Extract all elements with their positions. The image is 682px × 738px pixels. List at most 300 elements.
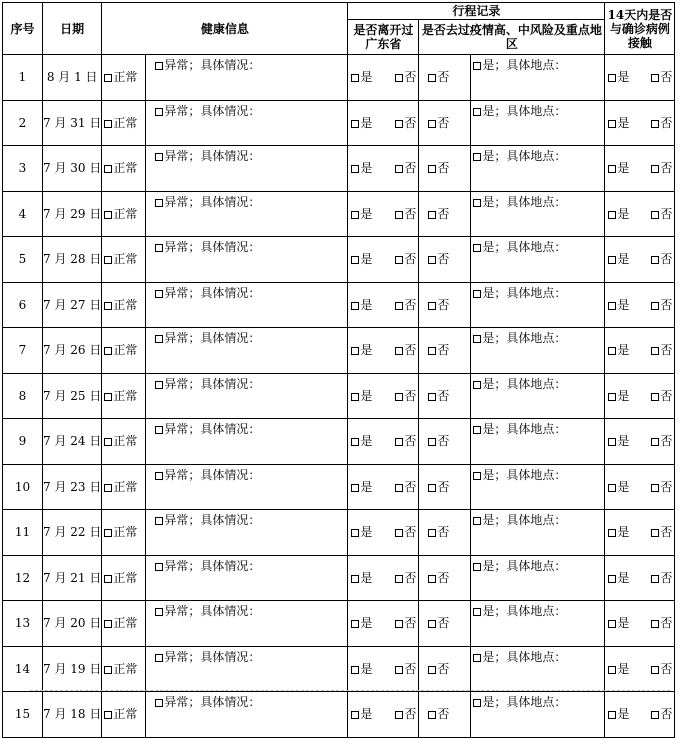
risk-area-yes[interactable]	[471, 646, 605, 692]
risk-area-yes[interactable]	[471, 237, 605, 283]
checkbox-icon[interactable]	[608, 620, 616, 628]
checkbox-icon[interactable]	[608, 211, 616, 219]
row-number: 9	[3, 419, 43, 465]
checkbox-icon[interactable]	[395, 302, 403, 310]
normal-option[interactable]	[102, 373, 146, 419]
contact-no[interactable]	[651, 707, 672, 721]
checkbox-icon[interactable]	[651, 620, 659, 628]
checkbox-icon[interactable]	[351, 575, 359, 583]
checkbox-icon[interactable]	[351, 165, 359, 173]
left-gd-yes[interactable]	[351, 434, 372, 448]
checkbox-icon[interactable]	[428, 302, 436, 310]
left-gd-yes[interactable]	[351, 571, 372, 585]
risk-area-no[interactable]	[419, 555, 471, 601]
yes-label: 是	[617, 297, 630, 312]
checkbox-icon[interactable]	[104, 711, 112, 719]
checkbox-icon[interactable]	[395, 74, 403, 82]
risk-area-no[interactable]	[419, 282, 471, 328]
checkbox-icon[interactable]	[395, 484, 403, 492]
contact-yes[interactable]	[608, 707, 629, 721]
checkbox-icon[interactable]	[104, 347, 112, 355]
left-gd-yes[interactable]	[351, 252, 372, 266]
checkbox-icon[interactable]	[104, 165, 112, 173]
abnormal-option[interactable]	[146, 100, 348, 146]
left-gd-no[interactable]	[395, 161, 416, 175]
risk-area-yes[interactable]	[471, 191, 605, 237]
checkbox-icon[interactable]	[428, 74, 436, 82]
risk-area-yes[interactable]	[471, 692, 605, 738]
checkbox-icon[interactable]	[608, 666, 616, 674]
yes-place-label: 是；具体地点：	[482, 695, 567, 709]
risk-area-no[interactable]	[419, 692, 471, 738]
risk-area-no[interactable]	[419, 146, 471, 192]
contact-yes[interactable]	[608, 434, 629, 448]
left-gd-yes[interactable]	[351, 616, 372, 630]
checkbox-icon[interactable]	[395, 120, 403, 128]
normal-label: 正常	[113, 707, 138, 722]
no-label: 否	[660, 570, 673, 585]
normal-label: 正常	[113, 570, 138, 585]
row-date: 7 月 19 日	[43, 646, 102, 692]
contact-no[interactable]	[651, 252, 672, 266]
abnormal-option[interactable]	[146, 692, 348, 738]
risk-area-yes[interactable]	[471, 55, 605, 101]
yes-label: 是	[617, 343, 630, 358]
yes-label: 是	[617, 252, 630, 267]
checkbox-icon[interactable]	[351, 256, 359, 264]
checkbox-icon[interactable]	[473, 335, 481, 343]
yes-place-label: 是；具体地点：	[482, 103, 567, 118]
normal-option[interactable]	[102, 419, 146, 465]
checkbox-icon[interactable]	[473, 608, 481, 616]
checkbox-icon[interactable]	[428, 529, 436, 537]
yes-label: 是	[617, 616, 630, 631]
yes-label: 是	[617, 525, 630, 540]
header-seq: 序号	[3, 3, 43, 55]
row-number: 13	[3, 601, 43, 647]
risk-area-yes[interactable]	[471, 464, 605, 510]
checkbox-icon[interactable]	[473, 199, 481, 207]
abnormal-label: 异常；具体情况：	[164, 467, 261, 482]
checkbox-icon[interactable]	[155, 654, 163, 662]
row-date: 7 月 31 日	[43, 100, 102, 146]
contact-yes[interactable]	[608, 161, 629, 175]
checkbox-icon[interactable]	[351, 120, 359, 128]
checkbox-icon[interactable]	[651, 529, 659, 537]
checkbox-icon[interactable]	[473, 472, 481, 480]
checkbox-icon[interactable]	[651, 74, 659, 82]
contact-yes[interactable]	[608, 616, 629, 630]
abnormal-option[interactable]	[146, 419, 348, 465]
checkbox-icon[interactable]	[608, 256, 616, 264]
checkbox-icon[interactable]	[351, 484, 359, 492]
normal-option[interactable]	[102, 282, 146, 328]
left-gd-yes[interactable]	[351, 161, 372, 175]
normal-label: 正常	[113, 525, 138, 540]
abnormal-option[interactable]	[146, 646, 348, 692]
left-gd-no[interactable]	[395, 662, 416, 676]
normal-label: 正常	[113, 70, 138, 85]
contact-no[interactable]	[651, 434, 672, 448]
left-gd-no[interactable]	[395, 343, 416, 357]
checkbox-icon[interactable]	[104, 302, 112, 310]
risk-area-no[interactable]	[419, 191, 471, 237]
checkbox-icon[interactable]	[155, 563, 163, 571]
normal-option[interactable]	[102, 55, 146, 101]
left-gd-yes[interactable]	[351, 389, 372, 403]
checkbox-icon[interactable]	[651, 165, 659, 173]
checkbox-icon[interactable]	[651, 120, 659, 128]
left-gd-no[interactable]	[395, 571, 416, 585]
checkbox-icon[interactable]	[104, 120, 112, 128]
contact-yes[interactable]	[608, 70, 629, 84]
left-gd-yes[interactable]	[351, 525, 372, 539]
contact-yes[interactable]	[608, 662, 629, 676]
checkbox-icon[interactable]	[608, 393, 616, 401]
checkbox-icon[interactable]	[104, 575, 112, 583]
normal-option[interactable]	[102, 237, 146, 283]
table-row	[3, 464, 675, 510]
left-gd-no[interactable]	[395, 525, 416, 539]
left-gd-yes[interactable]	[351, 207, 372, 221]
checkbox-icon[interactable]	[155, 199, 163, 207]
yes-label: 是	[617, 115, 630, 130]
checkbox-icon[interactable]	[428, 256, 436, 264]
checkbox-icon[interactable]	[395, 211, 403, 219]
abnormal-option[interactable]	[146, 510, 348, 556]
checkbox-icon[interactable]	[473, 699, 481, 707]
checkbox-icon[interactable]	[395, 620, 403, 628]
risk-area-no[interactable]	[419, 237, 471, 283]
left-gd-no[interactable]	[395, 707, 416, 721]
risk-area-yes[interactable]	[471, 555, 605, 601]
normal-option[interactable]	[102, 100, 146, 146]
normal-option[interactable]	[102, 692, 146, 738]
checkbox-icon[interactable]	[428, 666, 436, 674]
checkbox-icon[interactable]	[351, 211, 359, 219]
left-gd-no[interactable]	[395, 70, 416, 84]
abnormal-option[interactable]	[146, 601, 348, 647]
checkbox-icon[interactable]	[428, 120, 436, 128]
checkbox-icon[interactable]	[104, 256, 112, 264]
checkbox-icon[interactable]	[155, 699, 163, 707]
normal-option[interactable]	[102, 646, 146, 692]
left-gd-yes[interactable]	[351, 707, 372, 721]
no-label: 否	[437, 388, 450, 403]
left-gd-no[interactable]	[395, 434, 416, 448]
abnormal-label: 异常；具体情况：	[164, 558, 261, 573]
checkbox-icon[interactable]	[351, 620, 359, 628]
checkbox-icon[interactable]	[104, 666, 112, 674]
normal-option[interactable]	[102, 191, 146, 237]
checkbox-icon[interactable]	[351, 438, 359, 446]
checkbox-icon[interactable]	[651, 666, 659, 674]
checkbox-icon[interactable]	[473, 62, 481, 70]
checkbox-icon[interactable]	[428, 484, 436, 492]
checkbox-icon[interactable]	[608, 74, 616, 82]
contact-yes[interactable]	[608, 480, 629, 494]
abnormal-label: 异常；具体情况：	[164, 103, 261, 118]
contact-no[interactable]	[651, 70, 672, 84]
abnormal-option[interactable]	[146, 555, 348, 601]
checkbox-icon[interactable]	[395, 711, 403, 719]
checkbox-icon[interactable]	[651, 438, 659, 446]
left-gd-no[interactable]	[395, 252, 416, 266]
checkbox-icon[interactable]	[608, 484, 616, 492]
risk-area-yes[interactable]	[471, 146, 605, 192]
checkbox-icon[interactable]	[473, 244, 481, 252]
checkbox-icon[interactable]	[651, 711, 659, 719]
table-row	[3, 282, 675, 328]
checkbox-icon[interactable]	[155, 290, 163, 298]
checkbox-icon[interactable]	[104, 529, 112, 537]
contact-yes[interactable]	[608, 252, 629, 266]
checkbox-icon[interactable]	[473, 563, 481, 571]
checkbox-icon[interactable]	[395, 393, 403, 401]
row-date: 7 月 24 日	[43, 419, 102, 465]
checkbox-icon[interactable]	[651, 256, 659, 264]
risk-area-no[interactable]	[419, 510, 471, 556]
no-label: 否	[660, 161, 673, 176]
abnormal-option[interactable]	[146, 282, 348, 328]
row-number: 1	[3, 55, 43, 101]
health-travel-log-table	[2, 2, 675, 738]
abnormal-option[interactable]	[146, 146, 348, 192]
no-label: 否	[437, 434, 450, 449]
yes-place-label: 是；具体地点：	[482, 558, 567, 573]
risk-area-yes[interactable]	[471, 419, 605, 465]
row-date: 7 月 28 日	[43, 237, 102, 283]
contact-yes[interactable]	[608, 525, 629, 539]
contact-yes[interactable]	[608, 571, 629, 585]
checkbox-icon[interactable]	[395, 256, 403, 264]
yes-place-label: 是；具体地点：	[482, 467, 567, 482]
yes-place-label: 是；具体地点：	[482, 58, 567, 72]
risk-area-no[interactable]	[419, 646, 471, 692]
checkbox-icon[interactable]	[351, 393, 359, 401]
risk-area-no[interactable]	[419, 419, 471, 465]
no-label: 否	[404, 616, 417, 631]
risk-area-no[interactable]	[419, 328, 471, 374]
left-gd-no[interactable]	[395, 389, 416, 403]
checkbox-icon[interactable]	[155, 517, 163, 525]
contact-yes[interactable]	[608, 207, 629, 221]
checkbox-icon[interactable]	[395, 666, 403, 674]
abnormal-label: 异常；具体情况：	[164, 695, 261, 709]
checkbox-icon[interactable]	[608, 711, 616, 719]
checkbox-icon[interactable]	[155, 335, 163, 343]
normal-label: 正常	[113, 616, 138, 631]
risk-area-no[interactable]	[419, 373, 471, 419]
checkbox-icon[interactable]	[104, 620, 112, 628]
checkbox-icon[interactable]	[351, 529, 359, 537]
checkbox-icon[interactable]	[104, 393, 112, 401]
row-date: 7 月 30 日	[43, 146, 102, 192]
risk-area-yes[interactable]	[471, 601, 605, 647]
left-gd-yes[interactable]	[351, 343, 372, 357]
contact-no[interactable]	[651, 343, 672, 357]
risk-area-yes[interactable]	[471, 373, 605, 419]
checkbox-icon[interactable]	[155, 426, 163, 434]
checkbox-icon[interactable]	[473, 153, 481, 161]
checkbox-icon[interactable]	[608, 575, 616, 583]
risk-area-yes[interactable]	[471, 510, 605, 556]
table-row	[3, 237, 675, 283]
checkbox-icon[interactable]	[651, 302, 659, 310]
normal-option[interactable]	[102, 555, 146, 601]
checkbox-icon[interactable]	[395, 575, 403, 583]
left-gd-no[interactable]	[395, 480, 416, 494]
yes-label: 是	[360, 297, 373, 312]
checkbox-icon[interactable]	[351, 74, 359, 82]
risk-area-no[interactable]	[419, 601, 471, 647]
yes-place-label: 是；具体地点：	[482, 149, 567, 163]
checkbox-icon[interactable]	[155, 608, 163, 616]
left-gd-yes[interactable]	[351, 662, 372, 676]
checkbox-icon[interactable]	[651, 575, 659, 583]
no-label: 否	[404, 343, 417, 358]
checkbox-icon[interactable]	[608, 120, 616, 128]
checkbox-icon[interactable]	[351, 711, 359, 719]
left-gd-yes[interactable]	[351, 70, 372, 84]
yes-label: 是	[617, 70, 630, 85]
yes-place-label: 是；具体地点：	[482, 649, 567, 664]
abnormal-label: 异常；具体情况：	[164, 513, 261, 527]
yes-label: 是	[617, 570, 630, 585]
checkbox-icon[interactable]	[428, 165, 436, 173]
abnormal-option[interactable]	[146, 237, 348, 283]
checkbox-icon[interactable]	[428, 211, 436, 219]
left-gd-no[interactable]	[395, 116, 416, 130]
checkbox-icon[interactable]	[608, 165, 616, 173]
risk-area-no[interactable]	[419, 55, 471, 101]
yes-label: 是	[360, 661, 373, 676]
checkbox-icon[interactable]	[155, 472, 163, 480]
yes-label: 是	[360, 70, 373, 85]
contact-yes[interactable]	[608, 116, 629, 130]
checkbox-icon[interactable]	[473, 290, 481, 298]
row-number: 2	[3, 100, 43, 146]
checkbox-icon[interactable]	[608, 302, 616, 310]
normal-option[interactable]	[102, 510, 146, 556]
abnormal-option[interactable]	[146, 328, 348, 374]
contact-no[interactable]	[651, 662, 672, 676]
checkbox-icon[interactable]	[155, 244, 163, 252]
checkbox-icon[interactable]	[428, 393, 436, 401]
left-gd-yes[interactable]	[351, 298, 372, 312]
checkbox-icon[interactable]	[428, 620, 436, 628]
checkbox-icon[interactable]	[104, 74, 112, 82]
contact-yes[interactable]	[608, 298, 629, 312]
checkbox-icon[interactable]	[651, 484, 659, 492]
checkbox-icon[interactable]	[473, 654, 481, 662]
risk-area-yes[interactable]	[471, 100, 605, 146]
checkbox-icon[interactable]	[428, 438, 436, 446]
checkbox-icon[interactable]	[473, 381, 481, 389]
no-label: 否	[404, 252, 417, 267]
checkbox-icon[interactable]	[351, 347, 359, 355]
abnormal-label: 异常；具体情况：	[164, 649, 261, 664]
yes-label: 是	[360, 525, 373, 540]
risk-area-no[interactable]	[419, 100, 471, 146]
checkbox-icon[interactable]	[351, 666, 359, 674]
abnormal-option[interactable]	[146, 464, 348, 510]
checkbox-icon[interactable]	[651, 211, 659, 219]
checkbox-icon[interactable]	[395, 165, 403, 173]
table-row	[3, 555, 675, 601]
checkbox-icon[interactable]	[395, 529, 403, 537]
left-gd-no[interactable]	[395, 298, 416, 312]
checkbox-icon[interactable]	[104, 484, 112, 492]
checkbox-icon[interactable]	[473, 517, 481, 525]
contact-no[interactable]	[651, 207, 672, 221]
abnormal-option[interactable]	[146, 191, 348, 237]
risk-area-yes[interactable]	[471, 282, 605, 328]
no-label: 否	[404, 206, 417, 221]
contact-no[interactable]	[651, 480, 672, 494]
normal-option[interactable]	[102, 146, 146, 192]
checkbox-icon[interactable]	[104, 211, 112, 219]
contact-no[interactable]	[651, 116, 672, 130]
checkbox-icon[interactable]	[155, 62, 163, 70]
left-gd-no[interactable]	[395, 207, 416, 221]
contact-no[interactable]	[651, 161, 672, 175]
checkbox-icon[interactable]	[395, 347, 403, 355]
contact-no[interactable]	[651, 298, 672, 312]
yes-place-label: 是；具体地点：	[482, 285, 567, 300]
checkbox-icon[interactable]	[104, 438, 112, 446]
row-date: 7 月 22 日	[43, 510, 102, 556]
yes-place-label: 是；具体地点：	[482, 513, 567, 527]
checkbox-icon[interactable]	[155, 108, 163, 116]
left-gd-yes[interactable]	[351, 480, 372, 494]
checkbox-icon[interactable]	[155, 381, 163, 389]
checkbox-icon[interactable]	[608, 529, 616, 537]
checkbox-icon[interactable]	[473, 426, 481, 434]
contact-no[interactable]	[651, 525, 672, 539]
normal-label: 正常	[113, 388, 138, 403]
checkbox-icon[interactable]	[428, 575, 436, 583]
risk-area-no[interactable]	[419, 464, 471, 510]
abnormal-option[interactable]	[146, 373, 348, 419]
checkbox-icon[interactable]	[608, 438, 616, 446]
contact-yes[interactable]	[608, 389, 629, 403]
contact-no[interactable]	[651, 389, 672, 403]
contact-yes[interactable]	[608, 343, 629, 357]
no-label: 否	[404, 570, 417, 585]
risk-area-yes[interactable]	[471, 328, 605, 374]
checkbox-icon[interactable]	[428, 347, 436, 355]
left-gd-no[interactable]	[395, 616, 416, 630]
abnormal-option[interactable]	[146, 55, 348, 101]
normal-option[interactable]	[102, 601, 146, 647]
normal-option[interactable]	[102, 328, 146, 374]
header-travel: 行程记录	[348, 3, 605, 20]
table-row	[3, 328, 675, 374]
contact-no[interactable]	[651, 616, 672, 630]
checkbox-icon[interactable]	[608, 347, 616, 355]
checkbox-icon[interactable]	[395, 438, 403, 446]
checkbox-icon[interactable]	[651, 347, 659, 355]
left-gd-yes[interactable]	[351, 116, 372, 130]
checkbox-icon[interactable]	[651, 393, 659, 401]
checkbox-icon[interactable]	[473, 108, 481, 116]
normal-option[interactable]	[102, 464, 146, 510]
checkbox-icon[interactable]	[155, 153, 163, 161]
contact-no[interactable]	[651, 571, 672, 585]
checkbox-icon[interactable]	[428, 711, 436, 719]
checkbox-icon[interactable]	[351, 302, 359, 310]
